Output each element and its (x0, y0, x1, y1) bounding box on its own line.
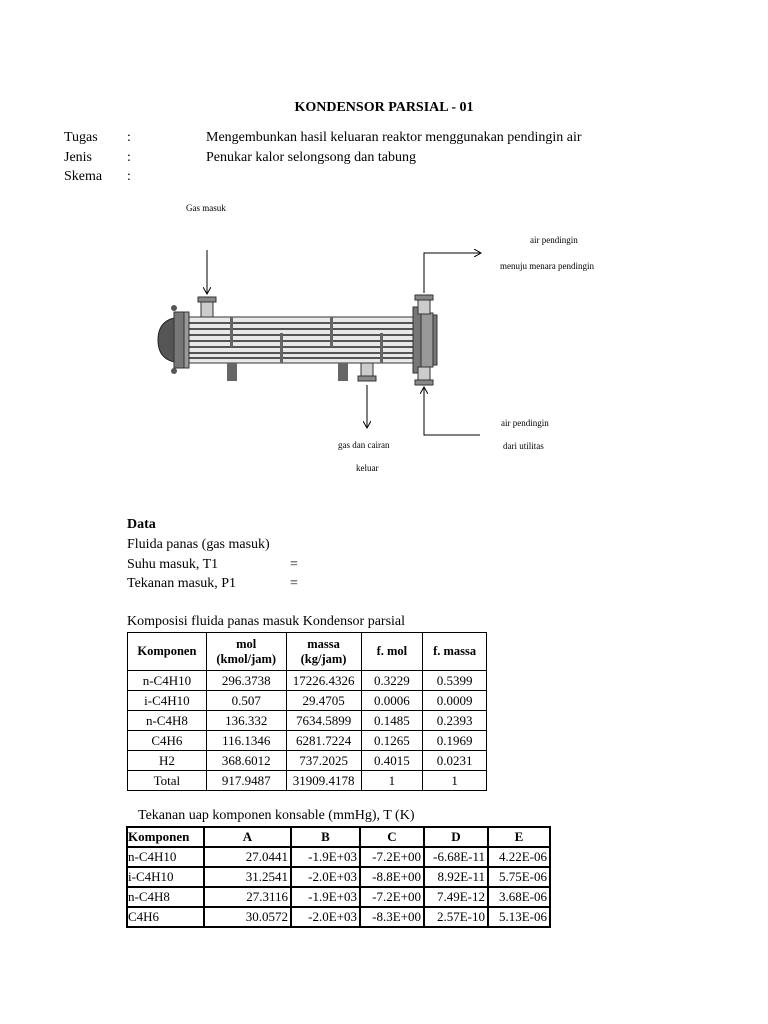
coolant-in-arrow (424, 388, 480, 435)
table-cell: -2.0E+03 (291, 867, 360, 887)
table-cell: 136.332 (206, 711, 286, 731)
table-cell: 0.507 (206, 691, 286, 711)
table-cell: 8.92E-11 (424, 867, 488, 887)
data-temp-eq: = (290, 557, 298, 572)
col-header: f. massa (423, 633, 487, 671)
outlet-nozzle (361, 363, 373, 377)
coolant-out-arrow (424, 253, 480, 293)
table-cell: n-C4H8 (128, 711, 207, 731)
vapor-table (126, 826, 551, 928)
table-cell: 7634.5899 (286, 711, 361, 731)
col-header: C (360, 827, 424, 847)
table-cell: 30.0572 (204, 907, 291, 927)
tube-bundle (189, 323, 419, 358)
data-fluid: Fluida panas (gas masuk) (127, 537, 270, 552)
table-cell: -1.9E+03 (291, 847, 360, 867)
table-row (127, 867, 550, 887)
table-cell: -7.2E+00 (360, 847, 424, 867)
table-cell: 1 (361, 771, 423, 791)
table-row (128, 691, 487, 711)
table-cell: 296.3738 (206, 671, 286, 691)
table-row (127, 887, 550, 907)
info-colon: : (127, 150, 131, 165)
table-cell: 31909.4178 (286, 771, 361, 791)
table-cell: n-C4H10 (127, 847, 204, 867)
table-row (128, 711, 487, 731)
table-cell: 0.1969 (423, 731, 487, 751)
table-cell: Total (128, 771, 207, 791)
data-pressure-label: Tekanan masuk, P1 (127, 576, 237, 591)
composition-caption: Komposisi fluida panas masuk Kondensor parsial (127, 614, 406, 629)
label-outlet-2: keluar (356, 463, 379, 473)
col-header: E (488, 827, 550, 847)
table-cell: 0.4015 (361, 751, 423, 771)
data-pressure-eq: = (290, 576, 298, 591)
table-cell: 27.3116 (204, 887, 291, 907)
table-cell: -7.2E+00 (360, 887, 424, 907)
composition-table (127, 632, 487, 791)
col-header: Komponen (127, 827, 204, 847)
table-cell: 0.2393 (423, 711, 487, 731)
shell (189, 317, 419, 363)
data-heading: Data (127, 517, 156, 532)
table-row (127, 907, 550, 927)
info-label-jenis: Jenis (64, 150, 92, 165)
table-cell: 116.1346 (206, 731, 286, 751)
info-label-skema: Skema (64, 169, 103, 184)
table-cell: 0.5399 (423, 671, 487, 691)
table-header-row (127, 827, 550, 847)
table-cell: 368.6012 (206, 751, 286, 771)
col-header: D (424, 827, 488, 847)
info-value-tugas: Mengembunkan hasil keluaran reaktor menggunakan pendingin air (206, 130, 582, 145)
table-cell: -8.8E+00 (360, 867, 424, 887)
page-title: KONDENSOR PARSIAL - 01 (294, 100, 474, 115)
table-cell: -6.68E-11 (424, 847, 488, 867)
table-cell: -8.3E+00 (360, 907, 424, 927)
info-value-jenis: Penukar kalor selongsong dan tabung (206, 150, 416, 165)
table-cell: 29.4705 (286, 691, 361, 711)
table-cell: C4H6 (127, 907, 204, 927)
col-header: A (204, 827, 291, 847)
table-cell: 7.49E-12 (424, 887, 488, 907)
info-colon: : (127, 130, 131, 145)
table-cell: i-C4H10 (127, 867, 204, 887)
table-cell: 3.68E-06 (488, 887, 550, 907)
table-cell: 27.0441 (204, 847, 291, 867)
table-header-row (128, 633, 487, 671)
col-header: B (291, 827, 360, 847)
table-cell: n-C4H10 (128, 671, 207, 691)
col-header: mol (kmol/jam) (206, 633, 286, 671)
table-cell: -1.9E+03 (291, 887, 360, 907)
coolant-inlet-nozzle (418, 367, 430, 381)
coolant-outlet-nozzle (418, 300, 430, 314)
table-cell: 0.1265 (361, 731, 423, 751)
label-coolant-in-2: dari utilitas (503, 441, 544, 451)
label-outlet-1: gas dan cairan (338, 440, 390, 450)
table-cell: H2 (128, 751, 207, 771)
table-cell: 17226.4326 (286, 671, 361, 691)
col-header: massa (kg/jam) (286, 633, 361, 671)
table-cell: i-C4H10 (128, 691, 207, 711)
label-coolant-in-1: air pendingin (501, 418, 549, 428)
table-cell: 0.0231 (423, 751, 487, 771)
table-cell: 0.3229 (361, 671, 423, 691)
table-cell: n-C4H8 (127, 887, 204, 907)
table-cell: 6281.7224 (286, 731, 361, 751)
col-header: Komponen (128, 633, 207, 671)
table-cell: 737.2025 (286, 751, 361, 771)
table-row (128, 671, 487, 691)
info-label-tugas: Tugas (64, 130, 98, 145)
table-cell: 5.13E-06 (488, 907, 550, 927)
label-gas-masuk: Gas masuk (186, 203, 226, 213)
table-cell: 0.1485 (361, 711, 423, 731)
table-cell: 5.75E-06 (488, 867, 550, 887)
col-header: f. mol (361, 633, 423, 671)
label-coolant-out-2: menuju menara pendingin (500, 261, 594, 271)
table-row (128, 751, 487, 771)
table-cell: 31.2541 (204, 867, 291, 887)
table-cell: 4.22E-06 (488, 847, 550, 867)
table-cell: -2.0E+03 (291, 907, 360, 927)
data-temp-label: Suhu masuk, T1 (127, 557, 219, 572)
support-left (227, 363, 237, 381)
support-right (338, 363, 348, 381)
table-cell: 0.0009 (423, 691, 487, 711)
table-cell: 0.0006 (361, 691, 423, 711)
table-row (127, 847, 550, 867)
table-cell: 917.9487 (206, 771, 286, 791)
table-cell: C4H6 (128, 731, 207, 751)
vapor-caption: Tekanan uap komponen konsable (mmHg), T (K) (138, 808, 415, 823)
label-coolant-out-1: air pendingin (530, 235, 578, 245)
table-row-total (128, 771, 487, 791)
table-cell: 1 (423, 771, 487, 791)
info-colon: : (127, 169, 131, 184)
table-cell: 2.57E-10 (424, 907, 488, 927)
gas-inlet-nozzle (201, 301, 213, 317)
table-row (128, 731, 487, 751)
